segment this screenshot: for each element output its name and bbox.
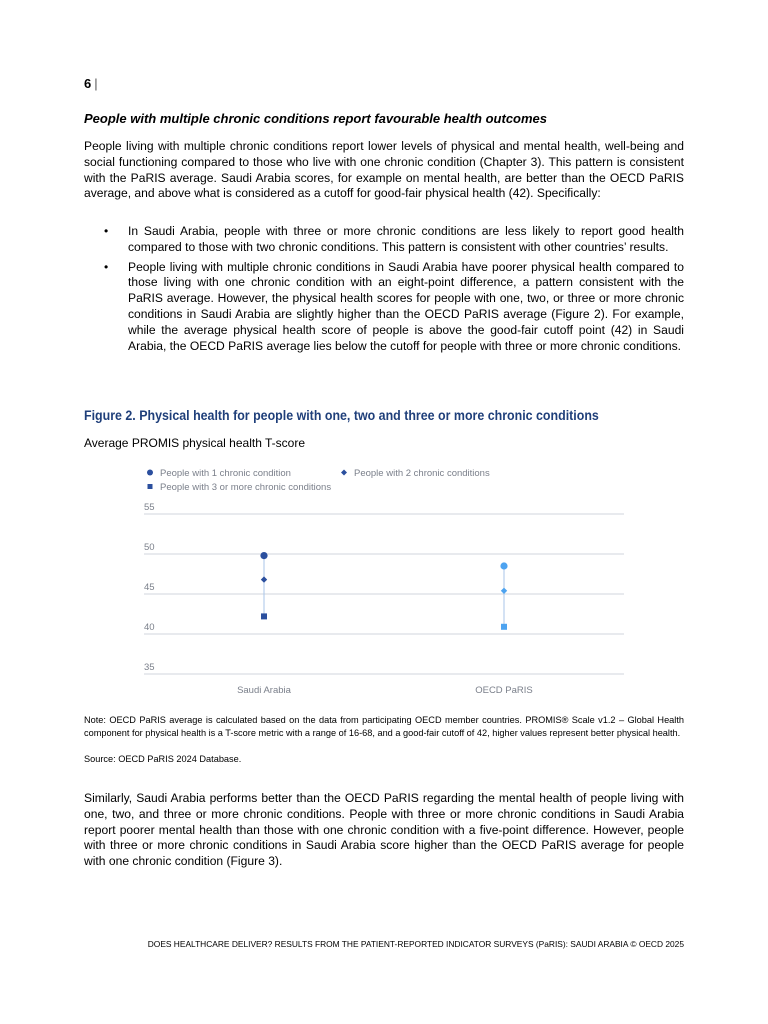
findings-list <box>84 224 684 358</box>
finding-item: • In Saudi Arabia, people with three or more chronic conditions are less likely to report good health compared to those with two chronic conditions. This pattern is consistent with other countries’ results. <box>84 224 684 256</box>
legend-marker-diamond <box>341 470 347 476</box>
page-number-value: 6 <box>84 76 92 91</box>
page-footer: DOES HEALTHCARE DELIVER? RESULTS FROM THE PATIENT-REPORTED INDICATOR SURVEYS (PaRIS): SAUDI ARABIA © OECD 2025 <box>147 939 684 949</box>
x-category-label: OECD PaRIS <box>475 685 533 696</box>
figure-title: Figure 2. Physical health for people with one, two and three or more chronic conditions <box>84 408 599 423</box>
page-number-separator: | <box>94 76 98 91</box>
data-point-two-conditions <box>261 576 267 582</box>
finding-item: • People living with multiple chronic conditions in Saudi Arabia have poorer physical health compared to those living with one chronic condition with an eight-point difference, a pattern consistent with the PaRIS average. However, the physical health scores for people with one, two, or three or more chronic conditions in Saudi Arabia are slightly higher than the OECD PaRIS average (Figure 2). For example, while the average physical health score of people is above the good-fair cutoff point (42) in Saudi Arabia, the OECD PaRIS average lies below the cutoff for people with three or more chronic conditions. <box>84 260 684 355</box>
data-point-three-plus-conditions <box>261 613 267 619</box>
data-point-two-conditions <box>501 588 507 594</box>
page-number <box>84 76 98 91</box>
physical-health-chart <box>130 462 640 707</box>
y-tick-label: 40 <box>144 622 155 633</box>
legend-entry: People with 1 chronic condition <box>160 468 291 479</box>
x-category-label: Saudi Arabia <box>237 685 291 696</box>
data-point-one-condition <box>500 562 507 569</box>
intro-paragraph: People living with multiple chronic conditions report lower levels of physical and mental health, well-being and social functioning compared to those who live with one chronic condition (Chapter 3). This pattern is consistent with the PaRIS average. Saudi Arabia scores, for example on mental health, are better than the OECD PaRIS average, and above what is considered as a cutoff for good-fair physical health (42). Specifically: <box>84 139 684 201</box>
figure-note: Note: OECD PaRIS average is calculated based on the data from participating OECD member countries. PROMIS® Scale v1.2 – Global Health component for physical health is a T-score metric with a range of 16-68, and a good-fair cutoff of 42, higher values represent better physical health. <box>84 715 684 739</box>
y-tick-label: 50 <box>144 542 155 553</box>
figure-subtitle: Average PROMIS physical health T-score <box>84 436 305 450</box>
legend-entry: People with 3 or more chronic conditions <box>160 482 332 493</box>
figure-source: Source: OECD PaRIS 2024 Database. <box>84 754 242 764</box>
legend-marker-square <box>148 484 153 489</box>
y-tick-label: 35 <box>144 662 155 673</box>
data-point-one-condition <box>260 552 267 559</box>
closing-paragraph: Similarly, Saudi Arabia performs better than the OECD PaRIS regarding the mental health of people living with one, two, and three or more chronic conditions. People with three or more chronic conditions in Saudi Arabia report poorer mental health than those with one chronic condition with a five-point difference. However, people with three or more chronic conditions in Saudi Arabia score higher than the OECD PaRIS average for people with one chronic condition (Figure 3). <box>84 791 684 869</box>
y-tick-label: 45 <box>144 582 155 593</box>
legend-marker-circle <box>147 470 153 476</box>
section-heading: People with multiple chronic conditions report favourable health outcomes <box>84 111 548 126</box>
y-tick-label: 55 <box>144 502 155 513</box>
data-point-three-plus-conditions <box>501 624 507 630</box>
legend-entry: People with 2 chronic conditions <box>354 468 490 479</box>
